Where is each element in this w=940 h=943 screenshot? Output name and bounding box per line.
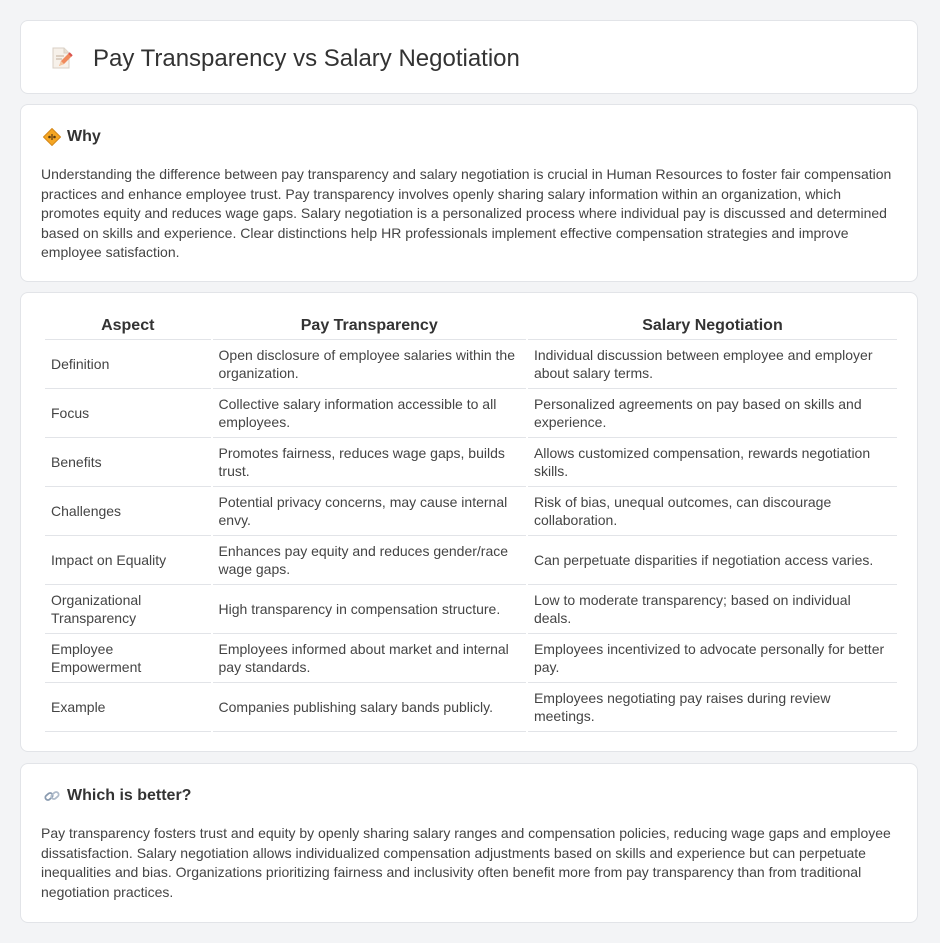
page-title: Pay Transparency vs Salary Negotiation (93, 45, 520, 72)
table-row (45, 683, 897, 732)
comparison-table (43, 315, 899, 732)
negotiation-cell: Employees incentivized to advocate personally for better pay. (528, 634, 897, 683)
why-text: Understanding the difference between pay transparency and salary negotiation is crucial in Human Resources to foster fair compensation practices and enhance employee trust. Pay transparency involves openly sharing salary information within an organization, which promotes equity and reduces wage gaps. Salary negotiation is a personalized process where individual pay is discussed and determined based on skills and experience. Clear distinctions help HR professionals implement effective compensation strategies and improve employee satisfaction. (41, 166, 892, 260)
transparency-cell: Promotes fairness, reduces wage gaps, builds trust. (213, 438, 526, 487)
aspect-cell: Organizational Transparency (45, 585, 211, 634)
transparency-cell: Enhances pay equity and reduces gender/race wage gaps. (213, 536, 526, 585)
header-salary-negotiation: Salary Negotiation (528, 315, 897, 340)
table-header-row (45, 315, 897, 340)
table-row (45, 438, 897, 487)
transparency-cell: Open disclosure of employee salaries within the organization. (213, 340, 526, 389)
table-row (45, 340, 897, 389)
link-icon (43, 787, 61, 805)
table-row (45, 389, 897, 438)
comparison-section (20, 292, 918, 752)
table-row (45, 634, 897, 683)
transparency-cell: Employees informed about market and internal pay standards. (213, 634, 526, 683)
why-heading: Why (67, 128, 101, 145)
negotiation-cell: Allows customized compensation, rewards negotiation skills. (528, 438, 897, 487)
negotiation-cell: Low to moderate transparency; based on individual deals. (528, 585, 897, 634)
document-pencil-icon (49, 46, 73, 70)
negotiation-cell: Employees negotiating pay raises during review meetings. (528, 683, 897, 732)
better-text: Pay transparency fosters trust and equity by openly sharing salary ranges and compensation policies, reducing wage gaps and employee dissatisfaction. Salary negotiation allows individualized compensation adjustments based on skills and experience but can perpetuate inequalities and bias. Organizations prioritizing fairness and inclusivity often benefit more from pay transparency than from traditional negotiation practices. (41, 825, 891, 900)
aspect-cell: Benefits (45, 438, 211, 487)
better-heading-row (43, 786, 191, 806)
negotiation-cell: Can perpetuate disparities if negotiation access varies. (528, 536, 897, 585)
aspect-cell: Challenges (45, 487, 211, 536)
diamond-sign-icon (43, 128, 61, 146)
better-heading: Which is better? (67, 787, 192, 804)
aspect-cell: Impact on Equality (45, 536, 211, 585)
why-heading-row (43, 127, 101, 147)
negotiation-cell: Personalized agreements on pay based on skills and experience. (528, 389, 897, 438)
transparency-cell: Companies publishing salary bands publicly. (213, 683, 526, 732)
transparency-cell: Potential privacy concerns, may cause internal envy. (213, 487, 526, 536)
header-pay-transparency: Pay Transparency (213, 315, 526, 340)
table-row (45, 487, 897, 536)
aspect-cell: Employee Empowerment (45, 634, 211, 683)
aspect-cell: Example (45, 683, 211, 732)
aspect-cell: Focus (45, 389, 211, 438)
aspect-cell: Definition (45, 340, 211, 389)
transparency-cell: High transparency in compensation structure. (213, 585, 526, 634)
table-row (45, 536, 897, 585)
header-aspect: Aspect (45, 315, 211, 340)
table-row (45, 585, 897, 634)
why-section (20, 104, 918, 282)
negotiation-cell: Individual discussion between employee and employer about salary terms. (528, 340, 897, 389)
title-card (20, 20, 918, 94)
which-is-better-section (20, 763, 918, 923)
negotiation-cell: Risk of bias, unequal outcomes, can discourage collaboration. (528, 487, 897, 536)
transparency-cell: Collective salary information accessible to all employees. (213, 389, 526, 438)
